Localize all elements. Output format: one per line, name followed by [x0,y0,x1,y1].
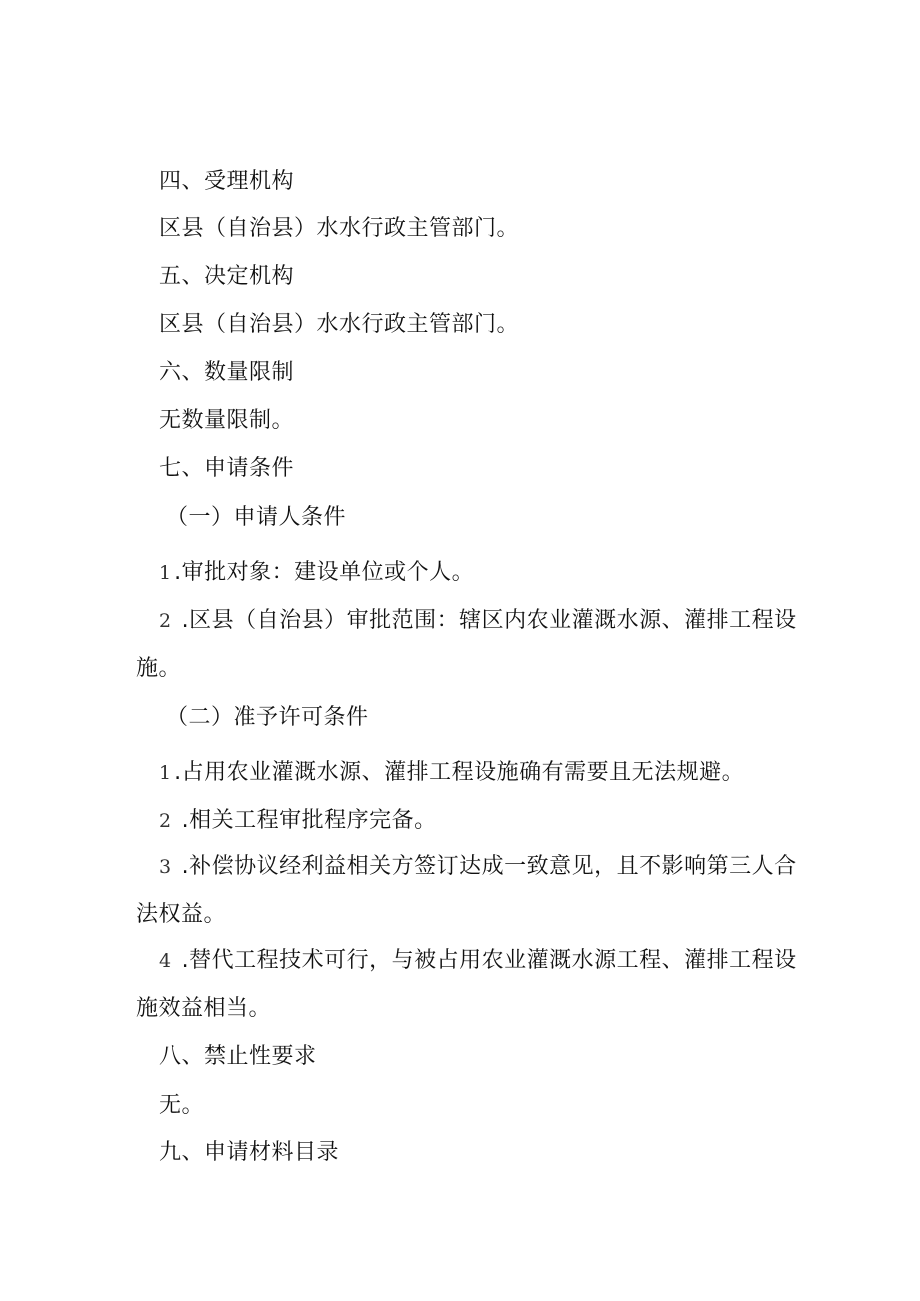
list-item-number: 3 [159,856,175,878]
paragraph-decision-agency: 区县（自治县）水水行政主管部门。 [159,312,520,337]
list-item-text: .占用农业灌溉水源、灌排工程设施确有需要且无法规避。 [174,760,745,785]
paragraph-quantity-limit: 无数量限制。 [159,408,295,433]
subheading-approval-conditions: （二）准予许可条件 [166,705,369,730]
list-item [159,852,797,882]
list-item-number: 1 [159,762,175,784]
list-item-number: 2 [159,810,175,832]
list-item [159,758,744,788]
heading-acceptance-agency: 四、受理机构 [159,169,295,194]
list-item [159,606,797,636]
paragraph-acceptance-agency: 区县（自治县）水水行政主管部门。 [159,216,520,241]
list-item-continuation: 施。 [136,656,182,681]
heading-quantity-limit: 六、数量限制 [159,360,295,385]
heading-decision-agency: 五、决定机构 [159,264,295,289]
heading-prohibitions: 八、禁止性要求 [159,1044,317,1069]
paragraph-prohibitions: 无。 [159,1093,205,1118]
list-item-continuation: 法权益。 [136,902,227,927]
subheading-applicant-conditions: （一）申请人条件 [166,505,347,530]
list-item-number: 4 [159,950,175,972]
list-item-text: .区县（自治县）审批范围：辖区内农业灌溉水源、灌排工程设 [174,608,797,633]
list-item-number: 1 [159,562,175,584]
list-item-number: 2 [159,610,175,632]
list-item-text: .审批对象：建设单位或个人。 [174,560,475,585]
list-item-text: .相关工程审批程序完备。 [174,808,437,833]
list-item [159,558,474,588]
list-item-text: .补偿协议经利益相关方签订达成一致意见，且不影响第三人合 [174,854,797,879]
heading-application-materials: 九、申请材料目录 [159,1140,340,1165]
list-item-text: .替代工程技术可行，与被占用农业灌溉水源工程、灌排工程设 [174,948,797,973]
list-item [159,806,437,836]
list-item [159,946,797,976]
heading-application-conditions: 七、申请条件 [159,456,295,481]
list-item-continuation: 施效益相当。 [136,996,272,1021]
